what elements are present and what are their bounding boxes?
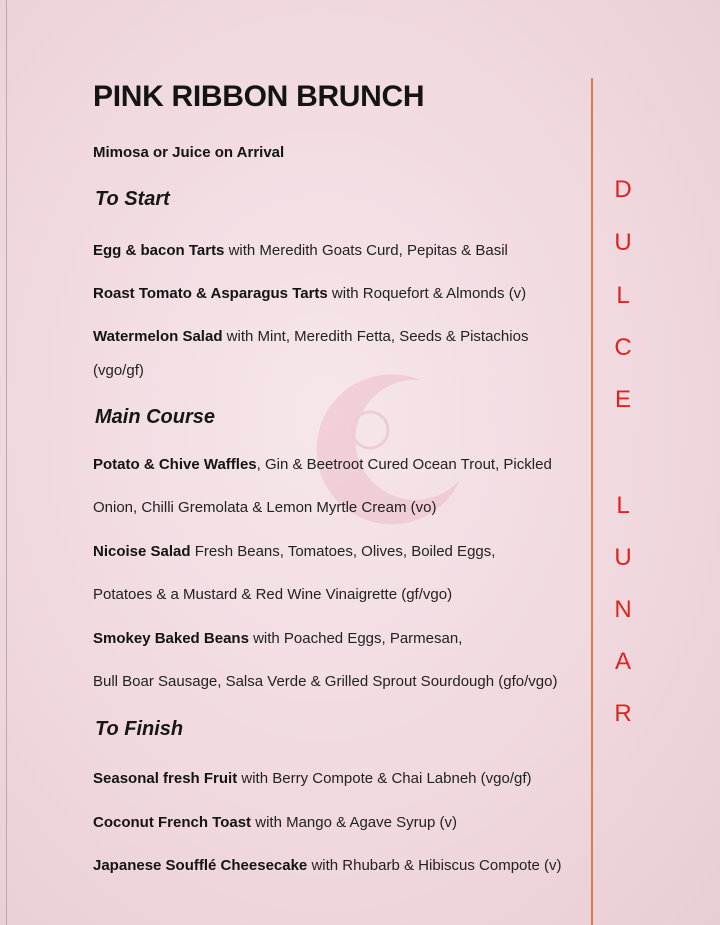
section-main-course: Main Course [95,406,216,428]
arrival-note: Mimosa or Juice on Arrival [93,144,285,161]
menu-item-continued: (vgo/gf) [93,362,144,379]
side-letter: A [614,648,631,675]
menu-item: Nicoise Salad Fresh Beans, Tomatoes, Olives, Boiled Eggs, [93,543,496,560]
side-letter: C [614,334,632,361]
side-letter: U [614,229,632,256]
menu-item-continued: Potatoes & a Mustard & Red Wine Vinaigrette (gf/vgo) [93,586,453,603]
menu-item: Smokey Baked Beans with Poached Eggs, Parmesan, [93,630,463,647]
side-letter: D [614,176,632,203]
side-letter: L [616,492,630,519]
side-letter: E [614,386,631,413]
menu-item: Potato & Chive Waffles, Gin & Beetroot Cured Ocean Trout, Pickled [93,456,552,473]
menu-item: Egg & bacon Tarts with Meredith Goats Curd, Pepitas & Basil [93,242,508,259]
menu-item-continued: Bull Boar Sausage, Salsa Verde & Grilled Sprout Sourdough (gfo/vgo) [93,673,558,690]
section-to-start: To Start [95,188,170,210]
menu-item: Seasonal fresh Fruit with Berry Compote & Chai Labneh (vgo/gf) [93,770,532,787]
page-edge [6,0,7,925]
menu-title: PINK RIBBON BRUNCH [93,80,425,113]
menu-item-continued: Onion, Chilli Gremolata & Lemon Myrtle Cream (vo) [93,499,437,516]
side-letter: U [614,544,632,571]
menu-item: Roast Tomato & Asparagus Tarts with Roquefort & Almonds (v) [93,285,527,302]
menu-item: Japanese Soufflé Cheesecake with Rhubarb & Hibiscus Compote (v) [93,857,562,874]
section-to-finish: To Finish [95,718,184,740]
menu-item: Coconut French Toast with Mango & Agave Syrup (v) [93,814,457,831]
menu-item: Watermelon Salad with Mint, Meredith Fetta, Seeds & Pistachios [93,328,529,345]
side-letter: R [614,700,632,727]
side-letter: L [616,282,630,309]
side-letter: N [614,596,632,623]
vertical-divider [591,78,593,925]
